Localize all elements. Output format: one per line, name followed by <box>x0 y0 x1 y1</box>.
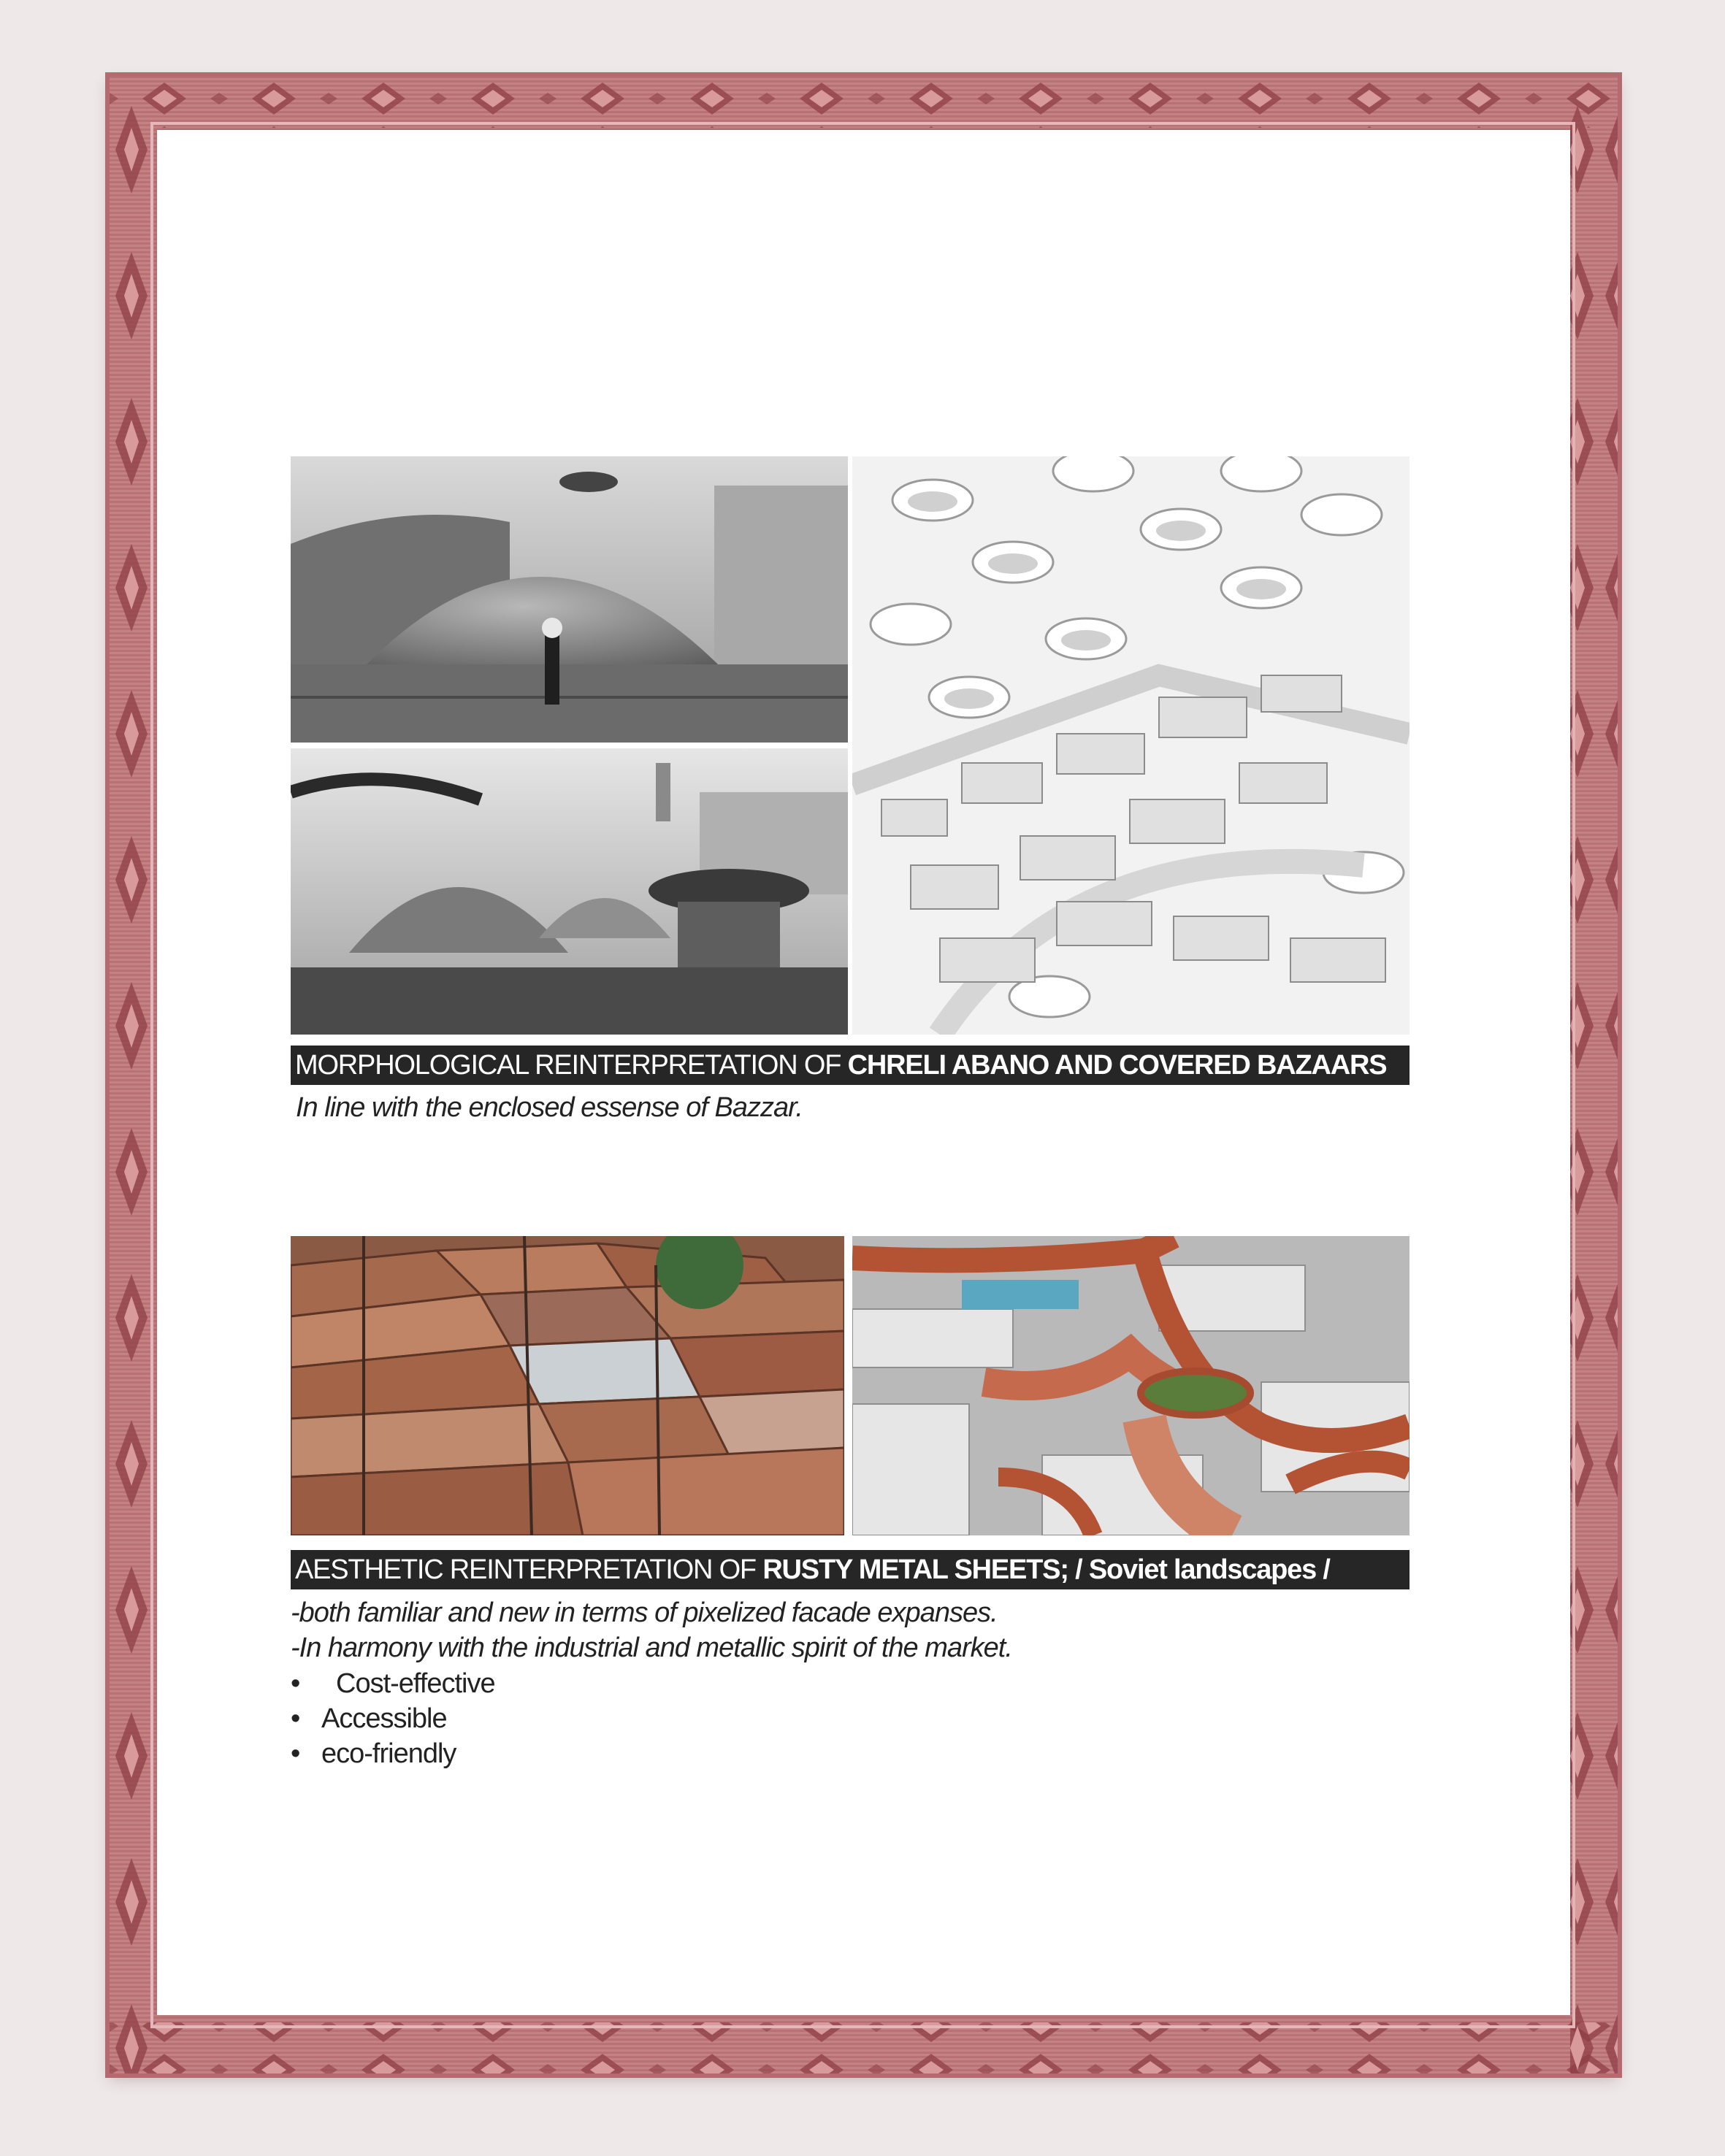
list-item <box>291 1701 495 1736</box>
list-item <box>291 1736 495 1771</box>
bullet-icon: • <box>291 1703 300 1734</box>
list-item-label: eco-friendly <box>321 1738 456 1769</box>
section2-caption-bar <box>291 1550 1410 1589</box>
list-item-label: Accessible <box>321 1703 447 1734</box>
section1-caption-bar <box>291 1046 1410 1085</box>
rusty-roofs-photo <box>291 1236 844 1535</box>
section1-caption-bold: CHRELI ABANO AND COVERED BAZAARS <box>847 1050 1387 1081</box>
list-item-label: Cost-effective <box>336 1668 495 1699</box>
dome-bathhouse-photo-2 <box>291 748 848 1035</box>
bazaar-model-render <box>852 456 1410 1035</box>
feature-list <box>291 1666 495 1771</box>
section2-note-line-1: -both familiar and new in terms of pixelized facade expanses. <box>291 1597 998 1628</box>
list-item <box>291 1666 495 1701</box>
section1-note: In line with the enclosed essense of Bazzar. <box>296 1092 803 1123</box>
section2-caption-bold: RUSTY METAL SHEETS; <box>762 1554 1068 1585</box>
section2-caption-suffix: / Soviet landscapes / <box>1075 1554 1330 1585</box>
market-rooftop-render <box>852 1236 1410 1535</box>
dome-bathhouse-photo-1 <box>291 456 848 743</box>
section2-caption-light: AESTHETIC REINTERPRETATION OF <box>295 1554 763 1585</box>
bullet-icon: • <box>291 1668 300 1699</box>
section1-caption-light: MORPHOLOGICAL REINTERPRETATION OF <box>295 1050 848 1081</box>
bullet-icon: • <box>291 1738 300 1769</box>
section2-note-line-2: -In harmony with the industrial and metallic spirit of the market. <box>291 1633 1012 1663</box>
